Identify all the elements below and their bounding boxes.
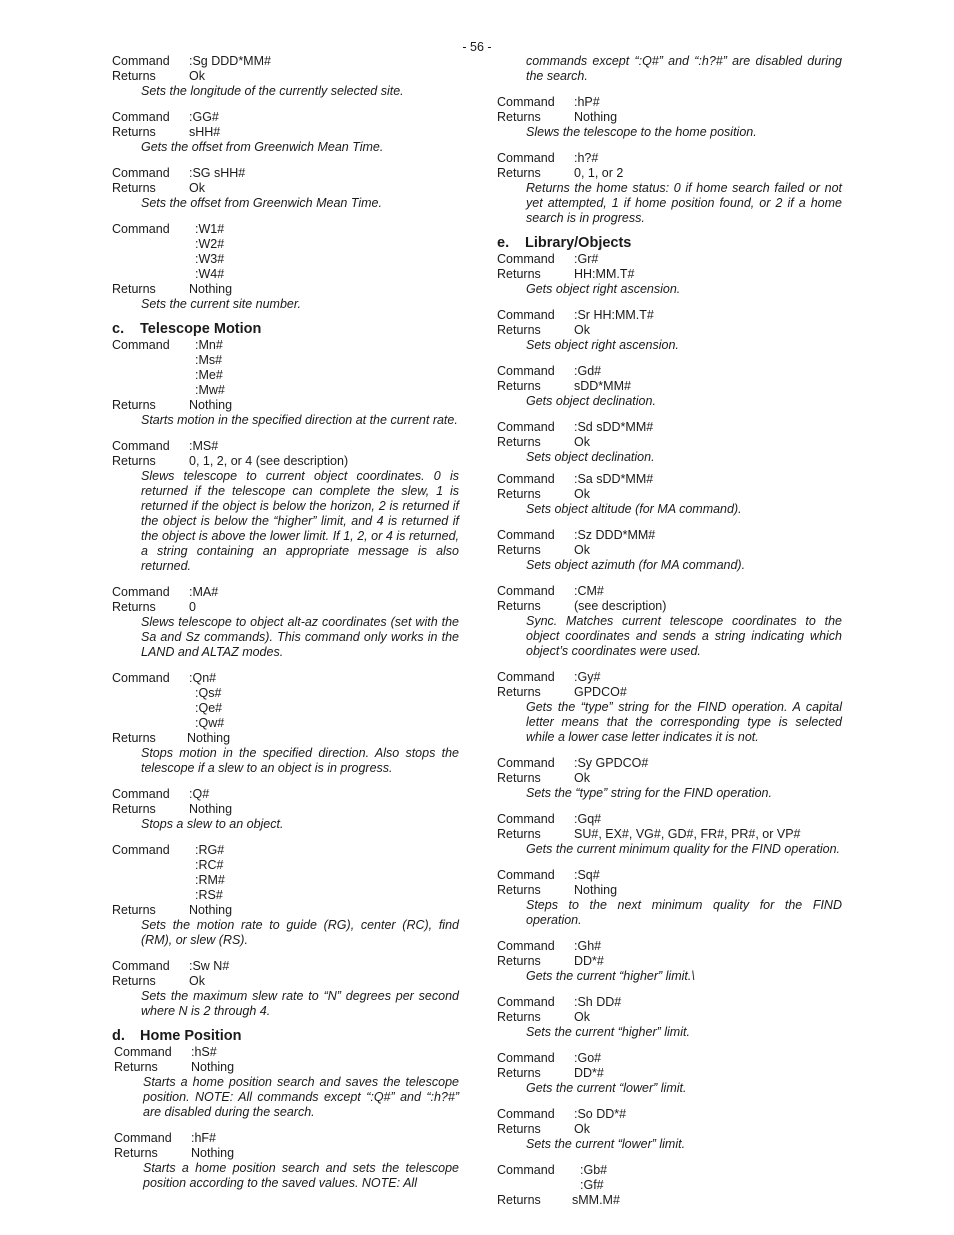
command-code: :h?# xyxy=(574,151,599,165)
returns-label: Returns xyxy=(497,954,541,968)
command-label: Command xyxy=(114,1131,172,1145)
command-label: Command xyxy=(497,868,555,882)
returns-label: Returns xyxy=(112,181,156,195)
command-label: Command xyxy=(497,151,555,165)
returns-label: Returns xyxy=(497,435,541,449)
returns-label: Returns xyxy=(497,110,541,124)
command-label: Command xyxy=(112,843,170,857)
command-entry xyxy=(497,364,842,409)
returns-label: Returns xyxy=(112,125,156,139)
command-description: Sets object azimuth (for MA command). xyxy=(526,558,746,572)
command-label: Command xyxy=(497,95,555,109)
command-description: Starts a home position search and saves the telescope position. NOTE: All commands except “:Q#” and “:h?#” are disabled during the search. xyxy=(143,1075,459,1119)
command-description: Sets object altitude (for MA command). xyxy=(526,502,742,516)
return-value: 0, 1, or 2 xyxy=(574,166,624,180)
returns-label: Returns xyxy=(497,685,541,699)
command-label: Command xyxy=(497,812,555,826)
return-value: SU#, EX#, VG#, GD#, FR#, PR#, or VP# xyxy=(574,827,801,841)
returns-label: Returns xyxy=(112,903,156,917)
returns-label: Returns xyxy=(112,802,156,816)
section-letter: c. xyxy=(112,321,125,337)
command-entry xyxy=(497,670,842,745)
returns-label: Returns xyxy=(497,379,541,393)
return-value: Ok xyxy=(574,771,590,785)
command-entry xyxy=(497,1051,842,1096)
command-description: Sets the current “lower” limit. xyxy=(526,1137,686,1151)
command-label: Command xyxy=(497,420,555,434)
right-column xyxy=(497,54,842,1208)
return-value: Nothing xyxy=(574,110,618,124)
command-description: Sets the longitude of the currently selected site. xyxy=(141,84,404,98)
command-code: :RM# xyxy=(195,873,225,887)
command-label: Command xyxy=(497,1163,555,1177)
return-value: Nothing xyxy=(189,903,233,917)
return-value: sDD*MM# xyxy=(574,379,631,393)
command-code: :Gq# xyxy=(574,812,602,826)
returns-label: Returns xyxy=(497,1122,541,1136)
command-description: Gets the current “lower” limit. xyxy=(526,1081,687,1095)
command-label: Command xyxy=(112,959,170,973)
return-value: sMM.M# xyxy=(572,1193,620,1207)
command-entry xyxy=(114,1045,459,1120)
command-label: Command xyxy=(112,166,170,180)
return-value: Ok xyxy=(574,487,590,501)
command-code: :Qe# xyxy=(195,701,223,715)
command-label: Command xyxy=(112,439,170,453)
command-code: :Gb# xyxy=(580,1163,608,1177)
command-description: Starts a home position search and sets the telescope position according to the saved values. NOTE: All xyxy=(143,1161,459,1190)
command-label: Command xyxy=(112,54,170,68)
command-code: :Sz DDD*MM# xyxy=(574,528,656,542)
command-code: :Sh DD# xyxy=(574,995,622,1009)
command-label: Command xyxy=(497,1051,555,1065)
command-label: Command xyxy=(112,787,170,801)
return-value: Nothing xyxy=(574,883,618,897)
command-description: Steps to the next minimum quality for the FIND operation. xyxy=(526,898,842,927)
command-code: :Sd sDD*MM# xyxy=(574,420,654,434)
returns-label: Returns xyxy=(497,267,541,281)
command-entry xyxy=(114,1131,459,1191)
command-entry xyxy=(112,671,459,776)
return-value: Nothing xyxy=(189,398,233,412)
command-entry xyxy=(112,110,459,155)
command-code: :Qs# xyxy=(195,686,222,700)
command-entry xyxy=(112,222,459,312)
command-description: Sets object right ascension. xyxy=(526,338,679,352)
command-description: Slews telescope to object alt-az coordinates (set with the Sa and Sz commands). This command only works in the LAND and ALTAZ modes. xyxy=(141,615,459,659)
command-description: Slews telescope to current object coordinates. 0 is returned if the telescope can complete the slew, 1 is returned if the object is below the horizon, 2 is returned if the object is below the “higher” limit, and 4 is returned if the object is above the lower limit. If 1, 2, or 4 is returned, a string containing an appropriate message is also returned. xyxy=(141,469,459,573)
command-label: Command xyxy=(497,308,555,322)
return-value: Ok xyxy=(189,974,205,988)
command-code: :Sg DDD*MM# xyxy=(189,54,271,68)
return-value: Ok xyxy=(574,323,590,337)
command-code: :hF# xyxy=(191,1131,217,1145)
command-entry xyxy=(112,166,459,211)
returns-label: Returns xyxy=(112,282,156,296)
command-description: Sets object declination. xyxy=(526,450,655,464)
command-entry xyxy=(497,472,842,517)
command-entry xyxy=(497,995,842,1040)
command-code: :Gy# xyxy=(574,670,601,684)
section-letter: e. xyxy=(497,235,510,251)
command-code: :MS# xyxy=(189,439,219,453)
returns-label: Returns xyxy=(497,166,541,180)
command-entry xyxy=(497,308,842,353)
command-entry xyxy=(497,1163,842,1208)
command-entry xyxy=(497,812,842,857)
command-description: Returns the home status: 0 if home search failed or not yet attempted, 1 if home position found, or 2 if a home search is in progress. xyxy=(526,181,842,225)
returns-label: Returns xyxy=(112,398,156,412)
command-description: Gets the offset from Greenwich Mean Time. xyxy=(141,140,384,154)
command-label: Command xyxy=(497,472,555,486)
command-entry xyxy=(497,868,842,928)
return-value: HH:MM.T# xyxy=(574,267,635,281)
command-label: Command xyxy=(114,1045,172,1059)
return-value: GPDCO# xyxy=(574,685,627,699)
returns-label: Returns xyxy=(497,487,541,501)
return-value: Ok xyxy=(574,1010,590,1024)
command-code: :hP# xyxy=(574,95,600,109)
command-label: Command xyxy=(497,252,555,266)
command-code: :SG sHH# xyxy=(189,166,246,180)
command-entry xyxy=(497,252,842,297)
returns-label: Returns xyxy=(497,1193,541,1207)
returns-label: Returns xyxy=(112,974,156,988)
command-description: Stops a slew to an object. xyxy=(141,817,284,831)
return-value: sHH# xyxy=(189,125,221,139)
return-value: Ok xyxy=(189,69,205,83)
returns-label: Returns xyxy=(497,599,541,613)
command-entry xyxy=(112,439,459,574)
command-description: Sets the offset from Greenwich Mean Time. xyxy=(141,196,382,210)
command-code: :Me# xyxy=(195,368,223,382)
return-value: (see description) xyxy=(574,599,667,613)
command-label: Command xyxy=(497,756,555,770)
command-label: Command xyxy=(112,110,170,124)
returns-label: Returns xyxy=(497,543,541,557)
command-entry xyxy=(112,843,459,948)
returns-label: Returns xyxy=(114,1146,158,1160)
section-letter: d. xyxy=(112,1028,125,1044)
command-entry xyxy=(497,420,842,465)
command-description: Sets the current site number. xyxy=(141,297,302,311)
section-title: Telescope Motion xyxy=(140,321,262,337)
command-label: Command xyxy=(497,364,555,378)
return-value: Ok xyxy=(574,435,590,449)
section-heading xyxy=(112,1028,459,1045)
command-code: :Sa sDD*MM# xyxy=(574,472,654,486)
command-entry xyxy=(497,528,842,573)
command-entry xyxy=(112,959,459,1019)
section-title: Home Position xyxy=(140,1028,242,1044)
returns-label: Returns xyxy=(112,69,156,83)
command-label: Command xyxy=(497,995,555,1009)
command-description: Sets the motion rate to guide (RG), center (RC), find (RM), or slew (RS). xyxy=(141,918,459,947)
command-code: :Go# xyxy=(574,1051,602,1065)
command-label: Command xyxy=(112,338,170,352)
command-description: Gets object declination. xyxy=(526,394,656,408)
command-description: Gets object right ascension. xyxy=(526,282,681,296)
return-value: Nothing xyxy=(189,282,233,296)
section-title: Library/Objects xyxy=(525,235,632,251)
continued-description: commands except “:Q#” and “:h?#” are disabled during the search. xyxy=(526,54,842,83)
return-value: Ok xyxy=(574,543,590,557)
command-description: Stops motion in the specified direction. Also stops the telescope if a slew to an object is in progress. xyxy=(141,746,459,775)
command-code: :Sy GPDCO# xyxy=(574,756,649,770)
command-label: Command xyxy=(112,671,170,685)
command-code: :W4# xyxy=(195,267,225,281)
returns-label: Returns xyxy=(497,771,541,785)
command-label: Command xyxy=(497,670,555,684)
returns-label: Returns xyxy=(112,454,156,468)
command-description: Sync. Matches current telescope coordinates to the object coordinates and sends a string indicating which object’s coordinates were used. xyxy=(526,614,842,658)
command-code: :Ms# xyxy=(195,353,223,367)
left-column xyxy=(112,54,459,1191)
command-code: :CM# xyxy=(574,584,604,598)
command-entry xyxy=(497,151,842,226)
command-label: Command xyxy=(497,528,555,542)
return-value: DD*# xyxy=(574,954,604,968)
command-code: :Mn# xyxy=(195,338,223,352)
command-entry xyxy=(112,54,459,99)
command-code: :Gh# xyxy=(574,939,602,953)
page-number: - 56 - xyxy=(462,40,492,54)
command-code: :Q# xyxy=(189,787,210,801)
command-description: Gets the current “higher” limit.\ xyxy=(526,969,695,983)
command-code: :Gf# xyxy=(580,1178,604,1192)
return-value: 0 xyxy=(189,600,196,614)
returns-label: Returns xyxy=(114,1060,158,1074)
command-code: :RC# xyxy=(195,858,224,872)
command-label: Command xyxy=(497,1107,555,1121)
command-entry xyxy=(112,787,459,832)
command-description: Gets the current minimum quality for the FIND operation. xyxy=(526,842,841,856)
return-value: Nothing xyxy=(191,1060,235,1074)
returns-label: Returns xyxy=(497,827,541,841)
command-description: Sets the “type” string for the FIND operation. xyxy=(526,786,772,800)
command-code: :Mw# xyxy=(195,383,225,397)
section-heading xyxy=(497,235,842,252)
command-code: :W2# xyxy=(195,237,225,251)
command-code: :Sq# xyxy=(574,868,600,882)
returns-label: Returns xyxy=(112,731,156,745)
command-code: :Sw N# xyxy=(189,959,230,973)
command-label: Command xyxy=(112,222,170,236)
section-heading xyxy=(112,321,459,338)
command-code: :hS# xyxy=(191,1045,217,1059)
command-code: :Qw# xyxy=(195,716,225,730)
command-entry xyxy=(112,338,459,428)
command-code: :MA# xyxy=(189,585,219,599)
command-code: :Gd# xyxy=(574,364,602,378)
command-code: :RG# xyxy=(195,843,225,857)
return-value: Nothing xyxy=(189,802,233,816)
command-code: :Gr# xyxy=(574,252,599,266)
command-entry xyxy=(112,585,459,660)
command-label: Command xyxy=(497,939,555,953)
command-entry xyxy=(497,756,842,801)
command-code: :W3# xyxy=(195,252,225,266)
return-value: Ok xyxy=(189,181,205,195)
return-value: DD*# xyxy=(574,1066,604,1080)
command-entry xyxy=(497,584,842,659)
command-description: Starts motion in the specified direction at the current rate. xyxy=(141,413,458,427)
command-entry xyxy=(497,939,842,984)
command-code: :GG# xyxy=(189,110,219,124)
command-code: :Sr HH:MM.T# xyxy=(574,308,654,322)
command-code: :RS# xyxy=(195,888,223,902)
returns-label: Returns xyxy=(497,323,541,337)
return-value: Nothing xyxy=(191,1146,235,1160)
return-value: 0, 1, 2, or 4 (see description) xyxy=(189,454,349,468)
command-label: Command xyxy=(112,585,170,599)
command-description: Slews the telescope to the home position. xyxy=(526,125,757,139)
command-description: Sets the maximum slew rate to “N” degrees per second where N is 2 through 4. xyxy=(141,989,459,1018)
returns-label: Returns xyxy=(497,883,541,897)
command-description: Gets the “type” string for the FIND operation. A capital letter means that the corresponding type is selected while a lower case letter indicates it is not. xyxy=(526,700,842,744)
return-value: Ok xyxy=(574,1122,590,1136)
command-code: :So DD*# xyxy=(574,1107,627,1121)
command-code: :W1# xyxy=(195,222,225,236)
command-description: Sets the current “higher” limit. xyxy=(526,1025,690,1039)
return-value: Nothing xyxy=(187,731,231,745)
command-code: :Qn# xyxy=(189,671,217,685)
returns-label: Returns xyxy=(497,1066,541,1080)
returns-label: Returns xyxy=(497,1010,541,1024)
returns-label: Returns xyxy=(112,600,156,614)
command-entry xyxy=(497,95,842,140)
command-label: Command xyxy=(497,584,555,598)
command-entry xyxy=(497,1107,842,1152)
